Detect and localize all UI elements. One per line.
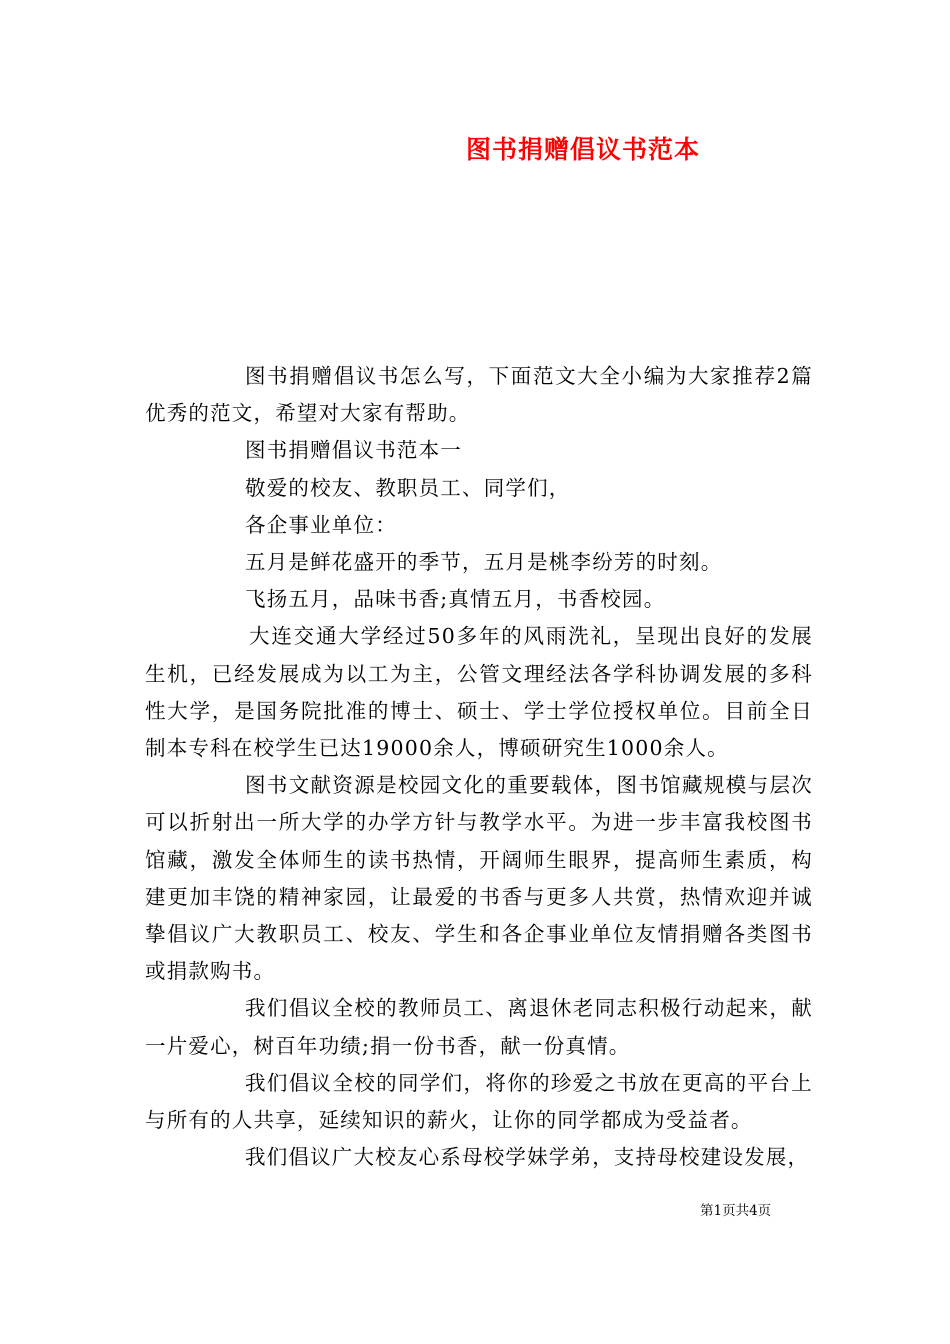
- paragraph: 我们倡议广大校友心系母校学妹学弟，支持母校建设发展，: [245, 1145, 810, 1170]
- paragraph: 图书文献资源是校园文化的重要载体，图书馆藏规模与层次可以折射出一所大学的办学方针与教学水平。为进一步丰富我校图书馆藏，激发全体师生的读书热情，开阔师生眼界，提高师生素质，构建更加丰饶的精神家园，让最爱的书香与更多人共赏，热情欢迎并诚挚倡议广大教职员工、校友、学生和各企事业单位友情捐赠各类图书或捐款购书。: [145, 773, 813, 984]
- paragraph: 我们倡议全校的教师员工、离退休老同志积极行动起来，献一片爱心，树百年功绩;捐一份书香，献一份真情。: [145, 996, 813, 1058]
- paragraph: 图书捐赠倡议书范本一: [245, 438, 462, 463]
- paragraph: 各企事业单位：: [245, 512, 397, 537]
- paragraph: 飞扬五月，品味书香;真情五月，书香校园。: [245, 587, 666, 612]
- document-body: [145, 358, 813, 1176]
- paragraph: 我们倡议全校的同学们，将你的珍爱之书放在更高的平台上与所有的人共享，延续知识的薪火，让你的同学都成为受益者。: [145, 1070, 813, 1133]
- page-number-footer: 第1页共4页: [700, 1203, 772, 1219]
- paragraph: 敬爱的校友、教职员工、同学们，: [245, 475, 571, 500]
- paragraph: 图书捐赠倡议书怎么写，下面范文大全小编为大家推荐2篇优秀的范文，希望对大家有帮助。: [145, 364, 813, 426]
- paragraph: 大连交通大学经过50多年的风雨洗礼，呈现出良好的发展生机，已经发展成为以工为主，公管文理经法各学科协调发展的多科性大学，是国务院批准的博士、硕士、学士学位授权单位。目前全日制本专科在校学生已达19000余人，博硕研究生1000余人。: [145, 624, 813, 761]
- document-title: 图书捐赠倡议书范本: [465, 135, 700, 164]
- paragraph: 五月是鲜花盛开的季节，五月是桃李纷芳的时刻。: [245, 550, 723, 575]
